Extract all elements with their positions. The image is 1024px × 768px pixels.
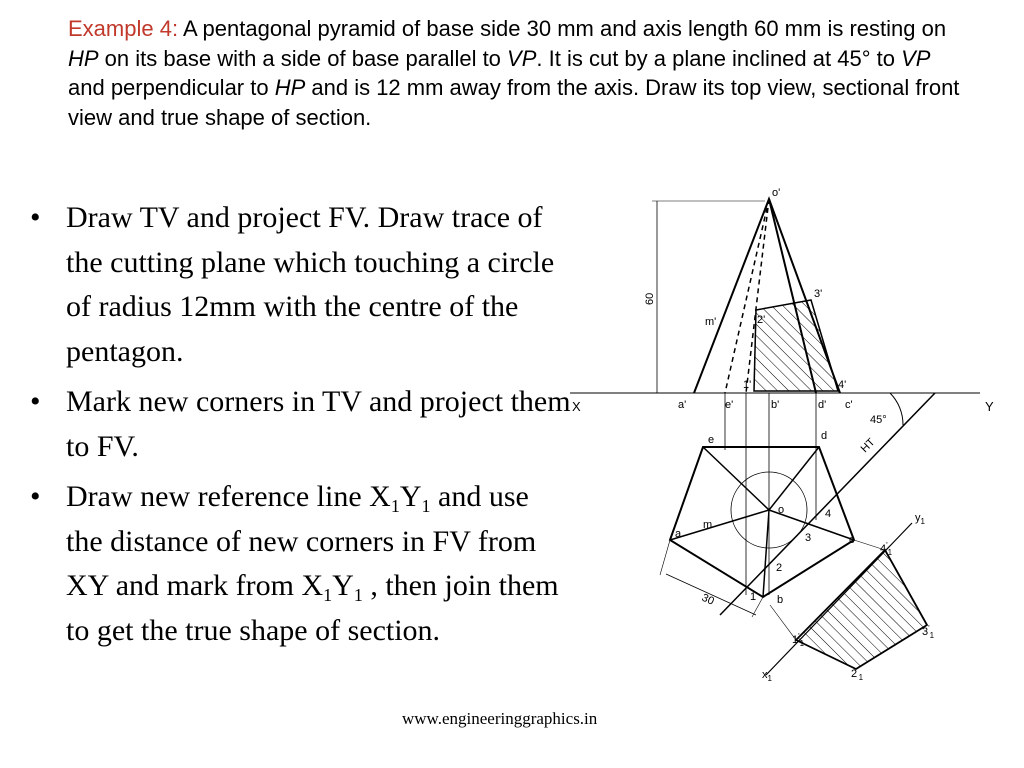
label-y1: $y_1$ [915,512,925,526]
bullet-dot: • [30,385,41,418]
label-2-prime: 2' [757,314,766,326]
label-3-prime: 3' [814,288,823,300]
step-text-part: and use the distance of new corners in FV from XY and mark from X [66,480,537,602]
label-a: a [675,528,682,540]
list-item [24,196,572,374]
statement-text-3: . It is cut by a plane inclined at 45° to [536,45,902,71]
label-x1: $x_1$ [762,669,772,683]
label-d-prime: d' [818,399,827,411]
label-3-1: $3'_1$ [922,624,935,640]
label-o-apex: o' [772,187,781,199]
statement-text-2: on its base with a side of base parallel to [98,45,508,71]
label-4: 4 [825,508,832,520]
label-4-1: $4'_1$ [880,541,893,557]
statement-text-4: and perpendicular to [68,75,275,100]
label-d: d [821,430,828,442]
label-b: b [777,594,784,606]
hp-term: HP [274,75,306,100]
label-1-1: $1'_1$ [792,632,805,648]
vp-term: VP [901,45,931,71]
statement-text-1: A pentagonal pyramid of base side 30 mm and axis length 60 mm is resting on [178,16,947,41]
subscript: 1 [390,496,400,516]
step-text-part: , then join them to get the true shape of section. [66,569,559,647]
example-label: Example 4: [68,16,179,41]
label-a-prime: a' [678,399,687,411]
label-c: c [849,534,855,546]
subscript: 1 [421,496,431,516]
label-b-prime: b' [771,399,780,411]
label-4-prime: 4' [838,379,847,391]
label-3: 3 [805,532,812,544]
step-text [66,480,559,647]
label-e-prime: e' [725,399,734,411]
label-30: 30 [699,591,716,608]
label-x: X [572,399,581,414]
label-c-prime: c' [845,399,853,411]
list-item [24,380,572,469]
label-o: o [778,504,785,516]
step-text: Mark new corners in TV and project them to FV. [66,385,571,463]
hp-term: HP [68,45,99,71]
problem-statement [68,14,973,132]
label-45: 45° [870,414,887,426]
step-text-part: Y [399,480,422,513]
statement-text-5: and is 12 mm away from the axis. Draw its top view, sectional front view and true shape of section. [68,75,960,130]
label-60: 60 [644,292,656,305]
steps-list [24,196,572,659]
source-url: www.engineeringgraphics.in [402,709,598,728]
top-view-pentagon [670,447,854,597]
label-m-prime: m' [705,316,717,328]
step-text-part: Draw new reference line X [66,480,391,513]
label-2: 2 [776,562,783,574]
bullet-dot: • [30,201,41,234]
label-1: 1 [750,591,757,603]
vp-term: VP [507,45,537,71]
step-text: Draw TV and project FV. Draw trace of the cutting plane which touching a circle of radius 12mm with the centre of the pentagon. [66,201,555,368]
label-2-1: $2'_1$ [851,666,864,682]
label-1-prime: 1' [743,379,752,391]
list-item [24,475,572,653]
step-text-part: Y [332,569,354,602]
label-e: e [708,434,715,446]
bullet-dot: • [30,480,41,513]
pyramid-section-drawing [560,185,1024,685]
fv-section [754,300,838,391]
label-m: m [703,519,713,531]
label-y: Y [985,399,994,414]
label-ht: HT [858,436,878,456]
subscript: 1 [323,585,333,605]
true-shape-section [796,550,927,669]
subscript: 1 [353,585,363,605]
